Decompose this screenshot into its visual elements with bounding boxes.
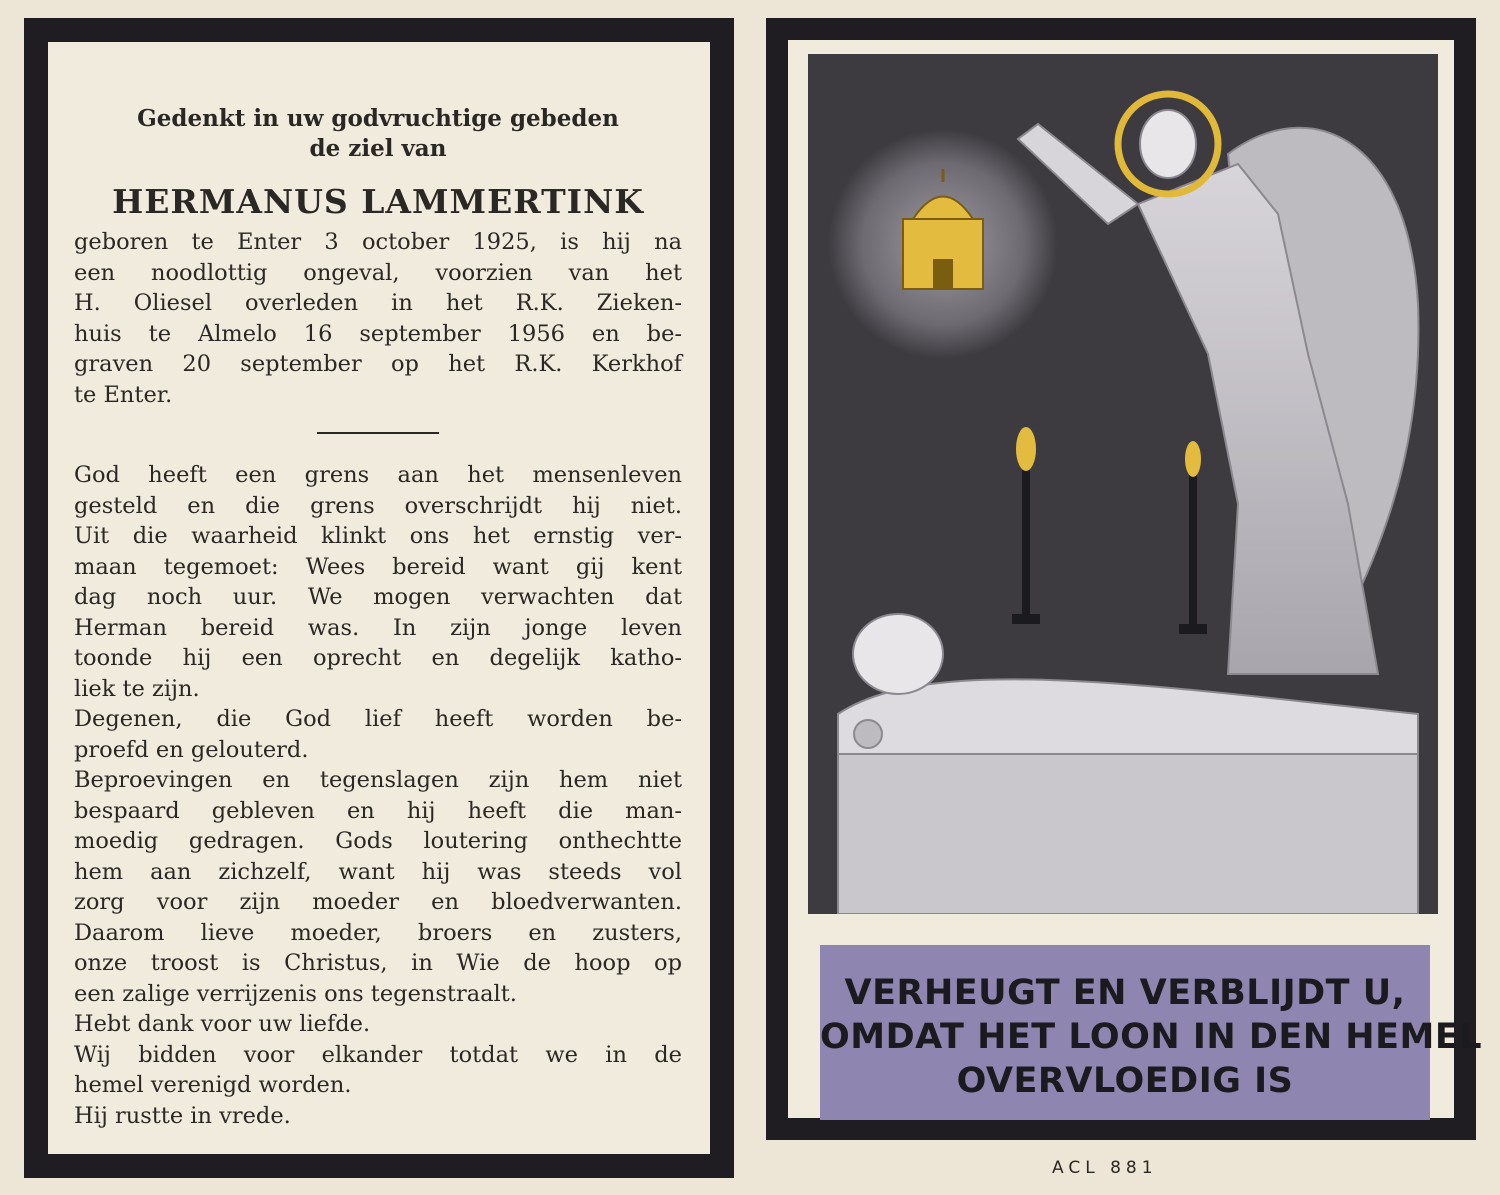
text-line: hem aan zichzelf, want hij was steeds vol xyxy=(74,858,682,885)
text-line: Wij bidden voor elkander totdat we in de xyxy=(74,1041,682,1068)
text-line: Beproevingen en tegenslagen zijn hem niet xyxy=(74,767,682,793)
right-card xyxy=(766,18,1483,1140)
left-card-content xyxy=(48,42,710,1154)
intro-line-1: Gedenkt in uw godvruchtige gebeden xyxy=(137,105,619,132)
bio-line: te Enter. xyxy=(74,381,173,408)
text-line: een zalige verrijzenis ons tegenstraalt. xyxy=(74,980,517,1007)
deceased-name: HERMANUS LAMMERTINK xyxy=(112,182,644,221)
divider xyxy=(317,432,439,434)
text-line: liek te zijn. xyxy=(74,675,200,702)
text-line: moedig gedragen. Gods loutering onthechtte xyxy=(74,828,682,854)
text-line: Degenen, die God lief heeft worden be- xyxy=(74,706,682,732)
text-line: dag noch uur. We mogen verwachten dat xyxy=(74,584,682,610)
bio-line: een noodlottig ongeval, voorzien van het xyxy=(74,259,682,286)
bio-line: H. Oliesel overleden in het R.K. Zieken- xyxy=(74,290,682,316)
motto-box xyxy=(820,945,1483,1120)
right-card-content xyxy=(788,40,1483,1118)
memorial-text xyxy=(74,460,682,1131)
text-line: onze troost is Christus, in Wie de hoop op xyxy=(74,950,682,976)
intro-line-2: de ziel van xyxy=(309,135,447,162)
angel-illustration xyxy=(808,54,1438,914)
text-line: proefd en gelouterd. xyxy=(74,736,309,763)
text-line: toonde hij een oprecht en degelijk katho- xyxy=(74,645,682,671)
text-line: zorg voor zijn moeder en bloedverwanten. xyxy=(74,889,682,915)
temple-emblem xyxy=(828,129,1058,359)
motto-line: OMDAT HET LOON IN DEN HEMEL xyxy=(820,1017,1483,1057)
motto-line: OVERVLOEDIG IS xyxy=(956,1061,1294,1101)
print-code: ACL 881 xyxy=(1052,1158,1158,1178)
text-line: God heeft een grens aan het mensenleven xyxy=(74,462,682,488)
text-line: bespaard gebleven en hij heeft die man- xyxy=(74,797,682,824)
left-card xyxy=(24,18,734,1178)
biography xyxy=(74,227,682,410)
text-line: Herman bereid was. In zijn jonge leven xyxy=(74,614,682,641)
text-line: Hebt dank voor uw liefde. xyxy=(74,1011,371,1037)
bio-line: graven 20 september op het R.K. Kerkhof xyxy=(74,351,682,377)
bio-line: geboren te Enter 3 october 1925, is hij na xyxy=(74,229,682,255)
text-line: Hij rustte in vrede. xyxy=(74,1102,291,1129)
motto-line: VERHEUGT EN VERBLIJDT U, xyxy=(844,973,1406,1013)
text-line: gesteld en die grens overschrijdt hij niet. xyxy=(74,492,682,519)
bio-line: huis te Almelo 16 september 1956 en be- xyxy=(74,320,682,347)
text-line: Uit die waarheid klinkt ons het ernstig ver- xyxy=(74,523,682,549)
text-line: maan tegemoet: Wees bereid want gij kent xyxy=(74,553,682,580)
text-line: Daarom lieve moeder, broers en zusters, xyxy=(74,919,682,946)
text-line: hemel verenigd worden. xyxy=(74,1072,352,1098)
